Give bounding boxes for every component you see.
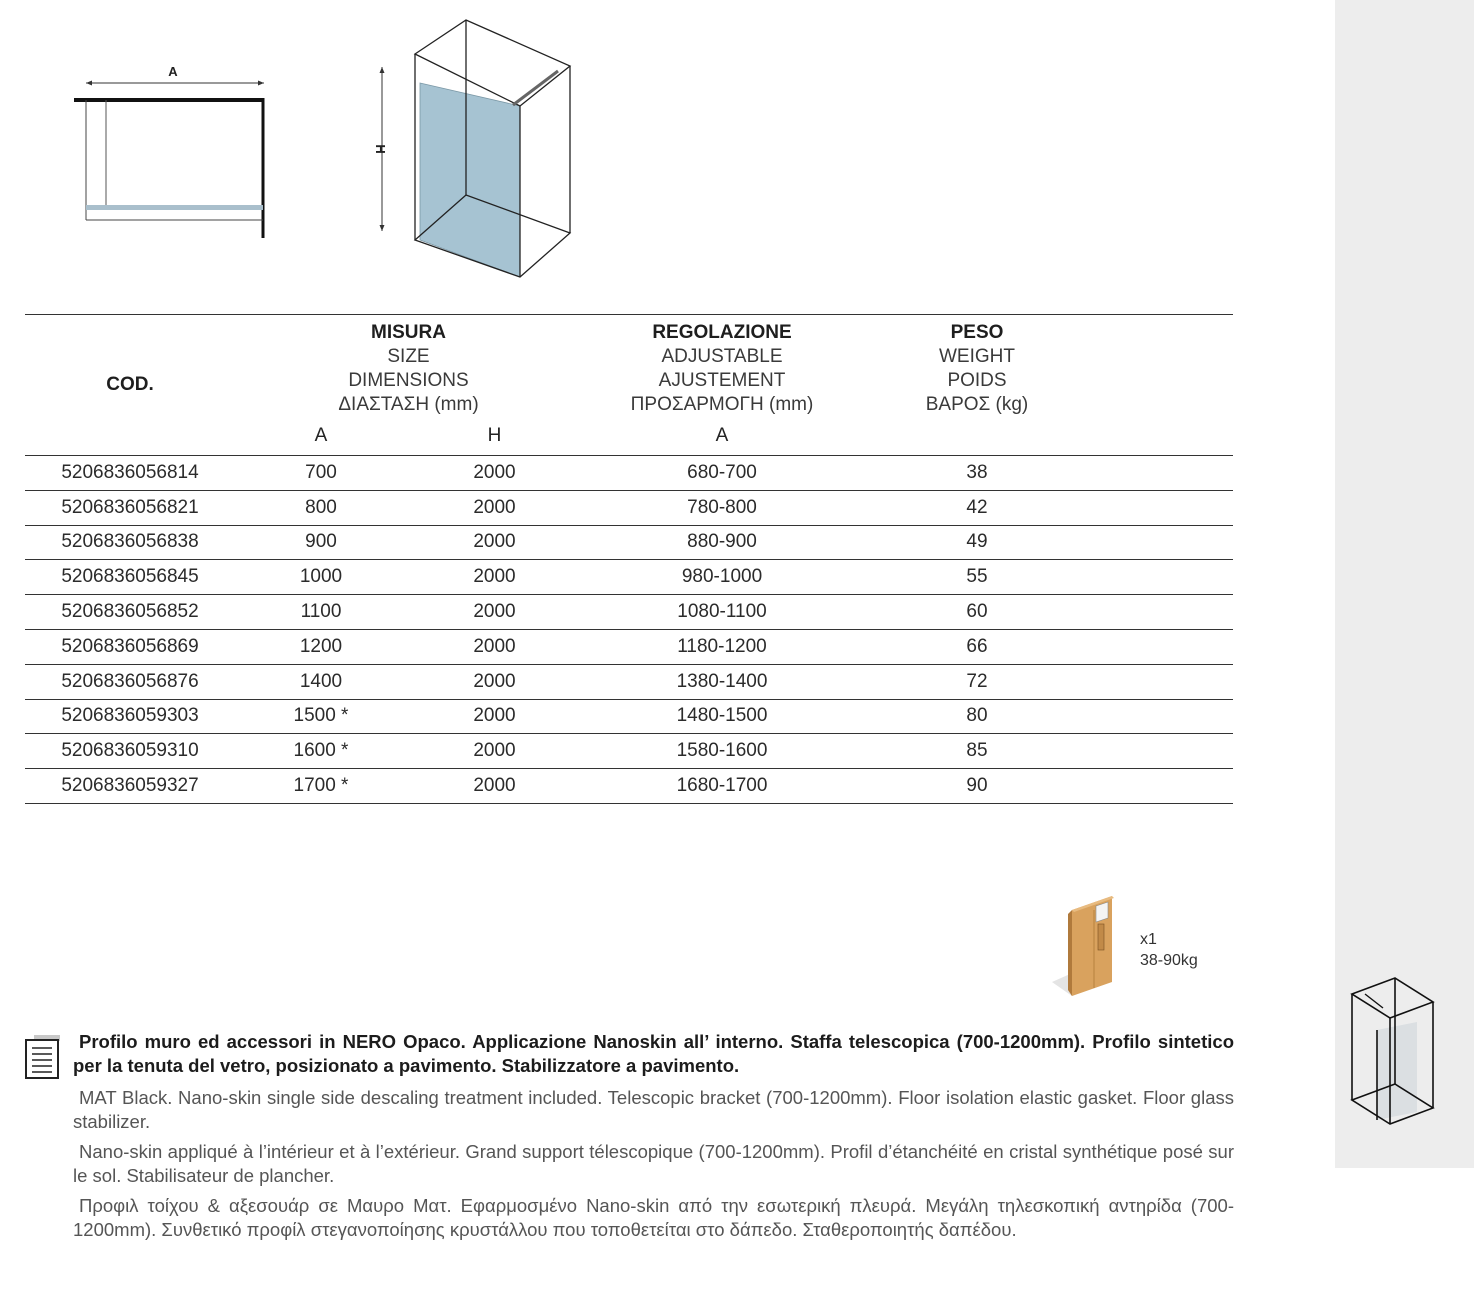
product-spec-table [25, 314, 1233, 804]
weight-cell: 80 [966, 705, 988, 727]
size-a-cell: 1500 * [293, 705, 349, 727]
table-row [25, 769, 1233, 804]
package-caption [1140, 929, 1198, 971]
size-h-cell: 2000 [473, 740, 516, 762]
size-h-cell: 2000 [473, 461, 516, 483]
size-h-cell: 2000 [473, 531, 516, 553]
size-a-cell: 1700 * [293, 775, 349, 797]
weight-cell: 66 [966, 635, 988, 657]
size-h-cell: 2000 [473, 705, 516, 727]
product-description [73, 1030, 1234, 1248]
adjust-cell: 880-900 [687, 531, 757, 553]
cod-cell: 5206836056876 [61, 670, 199, 692]
cod-cell: 5206836056845 [61, 566, 199, 588]
weight-cell: 90 [966, 775, 988, 797]
adjust-cell: 1580-1600 [676, 740, 768, 762]
table-row [25, 629, 1233, 664]
table-row [25, 490, 1233, 525]
adjust-cell: 1680-1700 [676, 775, 768, 797]
weight-header: PESO WEIGHT POIDS ΒΑΡΟΣ (kg) [925, 322, 1029, 415]
weight-cell: 85 [966, 740, 988, 762]
size-header: MISURA SIZE DIMENSIONS ΔΙΑΣΤΑΣΗ (mm) [338, 322, 479, 415]
table-row [25, 664, 1233, 699]
isometric-view-drawing [360, 15, 580, 285]
adjustable-header: REGOLAZIONE ADJUSTABLE AJUSTEMENT ΠΡΟΣΑΡΜΟΓΗ (mm) [630, 322, 814, 415]
size-a-cell: 1100 [300, 601, 342, 623]
description-greek: Προφιλ τοίχου & αξεσουάρ σε Μαυρο Ματ. Εφαρμοσμένο Nano-skin από την εσωτερική πλευρά. Μεγάλη τηλεσκοπική αντηρίδα (700-1200mm). Συνθετικό προφίλ στεγανοποίησης κρυστάλλου που τοποθετείται στο δάπεδο. Σταθεροποιητής δαπέδου. [73, 1195, 1234, 1240]
package-quantity: x1 [1140, 931, 1157, 948]
package-weight: 38-90kg [1140, 952, 1198, 969]
adjust-cell: 680-700 [687, 461, 757, 483]
size-h-cell: 2000 [473, 496, 516, 518]
size-h-cell: 2000 [473, 775, 516, 797]
table-row [25, 560, 1233, 595]
description-italian: Profilo muro ed accessori in NERO Opaco. Applicazione Nanoskin all’ interno. Staffa telescopica (700-1200mm). Profilo sintetico per la tenuta del vetro, posizionato a pavimento. Stabilizzatore a pavimento. [73, 1031, 1234, 1076]
size-a-cell: 1600 * [293, 740, 349, 762]
cod-cell: 5206836059327 [61, 775, 199, 797]
size-h-cell: 2000 [473, 566, 516, 588]
adjust-cell: 1180-1200 [677, 635, 767, 657]
sub-header-a: A [314, 425, 328, 446]
weight-cell: 38 [966, 461, 988, 483]
size-a-cell: 700 [305, 461, 337, 483]
table-row [25, 525, 1233, 560]
cod-header: COD. [106, 374, 154, 395]
package-box-icon [1048, 890, 1120, 1000]
height-dimension-label: H [373, 144, 388, 154]
document-icon [24, 1034, 62, 1080]
weight-cell: 60 [966, 601, 988, 623]
shower-thumbnail-drawing [1345, 972, 1440, 1132]
cod-cell: 5206836059303 [61, 705, 199, 727]
table-row [25, 595, 1233, 630]
cod-cell: 5206836059310 [61, 740, 199, 762]
size-a-cell: 900 [305, 531, 337, 553]
table-row [25, 734, 1233, 769]
adjust-cell: 1480-1500 [676, 705, 768, 727]
adjust-cell: 1080-1100 [677, 601, 767, 623]
size-h-cell: 2000 [473, 635, 516, 657]
size-a-cell: 1000 [299, 566, 343, 588]
table-row [25, 456, 1233, 491]
size-a-cell: 1200 [299, 635, 343, 657]
description-french: Nano-skin appliqué à l’intérieur et à l’extérieur. Grand support télescopique (700-1200mm). Profil d’étanchéité en cristal synthétique posé sur le sol. Stabilisateur de plancher. [73, 1141, 1234, 1186]
sub-header-h: H [487, 425, 502, 446]
weight-cell: 55 [966, 566, 988, 588]
cod-cell: 5206836056869 [61, 635, 199, 657]
weight-cell: 72 [966, 670, 988, 692]
width-dimension-label: A [168, 64, 178, 79]
size-h-cell: 2000 [473, 601, 516, 623]
table-row [25, 699, 1233, 734]
weight-cell: 49 [966, 531, 988, 553]
adjust-cell: 980-1000 [681, 566, 763, 588]
cod-cell: 5206836056852 [61, 601, 199, 623]
adjust-cell: 780-800 [687, 496, 757, 518]
plan-view-drawing [70, 55, 280, 245]
cod-cell: 5206836056838 [61, 531, 199, 553]
cod-cell: 5206836056814 [61, 461, 199, 483]
weight-cell: 42 [966, 496, 988, 518]
size-h-cell: 2000 [473, 670, 516, 692]
size-a-cell: 800 [305, 496, 337, 518]
adjust-cell: 1380-1400 [676, 670, 768, 692]
sub-header-adjust-a: A [715, 425, 729, 446]
cod-cell: 5206836056821 [61, 496, 199, 518]
description-english: MAT Black. Nano-skin single side descaling treatment included. Telescopic bracket (700-1200mm). Floor isolation elastic gasket. Floor glass stabilizer. [73, 1087, 1234, 1132]
size-a-cell: 1400 [299, 670, 343, 692]
